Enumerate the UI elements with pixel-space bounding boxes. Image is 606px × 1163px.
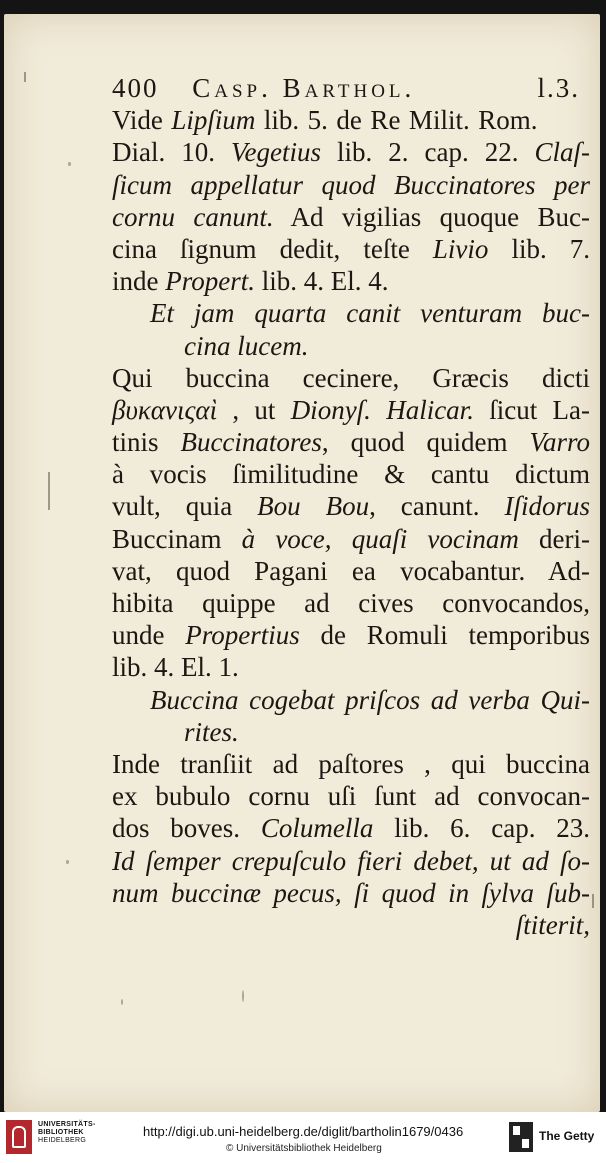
italic-run: Et jam quarta canit venturam buc- xyxy=(150,298,590,329)
university-library-logo-icon xyxy=(6,1120,32,1154)
page-mark xyxy=(48,472,50,510)
italic-run: Buccinatores xyxy=(180,427,322,458)
italic-run: rites. xyxy=(184,716,239,747)
roman-run: lib. 4. El. 1. xyxy=(112,652,239,683)
ink-speck xyxy=(66,860,69,864)
institution-line: UNIVERSITÄTS- xyxy=(38,1121,96,1128)
book-section: l.3. xyxy=(537,73,580,103)
text-line xyxy=(112,394,590,426)
roman-run: lib. 2. cap. 22. xyxy=(320,137,535,168)
roman-run: à vocis ſimilitudine & cantu dictum xyxy=(112,459,590,490)
roman-run: ex bubulo cornu uſi ſunt ad convocan- xyxy=(112,781,590,812)
italic-run: Dionyſ. Halicar. xyxy=(290,394,474,425)
roman-run: Buccinam xyxy=(112,523,242,554)
italic-run: Columella xyxy=(260,813,374,844)
italic-run: ſicum appellatur quod Buccinatores per xyxy=(112,169,590,200)
italic-run: Iſidorus xyxy=(504,491,590,522)
institution-line: HEIDELBERG xyxy=(38,1137,87,1144)
roman-run: Dial. 10. xyxy=(112,137,231,168)
institution-line: BIBLIOTHEK xyxy=(38,1129,84,1136)
text-line xyxy=(112,651,590,683)
italic-run: Bou Bou xyxy=(257,491,370,522)
text-line xyxy=(112,265,590,297)
copyright-notice: © Universitätsbibliothek Heidelberg xyxy=(226,1143,382,1154)
getty-logo-icon xyxy=(509,1122,533,1152)
text-line xyxy=(112,523,590,555)
roman-run: tinis xyxy=(112,427,181,458)
viewer-footer xyxy=(0,1112,606,1163)
italic-run: num buccinæ pecus, ſi quod in ſylva ſub- xyxy=(112,877,590,908)
text-line xyxy=(112,169,590,201)
roman-run: , canunt. xyxy=(369,491,505,522)
roman-run: ſicut La- xyxy=(473,394,590,425)
roman-run: , quod quidem xyxy=(321,427,530,458)
roman-run: vult, quia xyxy=(112,491,258,522)
page-text-block xyxy=(112,72,590,941)
text-line xyxy=(112,587,590,619)
italic-run: βυκανιςαὶ xyxy=(112,394,218,425)
italic-run: Livio xyxy=(432,233,489,264)
text-line xyxy=(112,330,590,362)
italic-run: à voce, quaſi vocinam xyxy=(241,523,519,554)
text-line xyxy=(112,233,590,265)
text-line xyxy=(112,201,590,233)
text-line xyxy=(112,458,590,490)
roman-run: inde xyxy=(112,266,166,297)
italic-run: Propertius xyxy=(185,620,300,651)
italic-run: cornu canunt. xyxy=(112,201,274,232)
roman-run: deri- xyxy=(518,523,590,554)
text-line xyxy=(112,812,590,844)
italic-run: cina lucem. xyxy=(184,330,309,361)
text-line xyxy=(112,555,590,587)
ink-speck xyxy=(242,990,244,1002)
running-header xyxy=(112,72,590,104)
page-mark xyxy=(592,894,594,908)
text-line xyxy=(112,362,590,394)
roman-run: cina ſignum dedit, teſte xyxy=(112,233,433,264)
roman-run: , ut xyxy=(217,394,291,425)
text-line xyxy=(112,684,590,716)
italic-run: ſtiterit, xyxy=(515,909,590,940)
italic-run: Claſ- xyxy=(534,137,590,168)
text-line xyxy=(112,619,590,651)
roman-run: lib. 4. El. 4. xyxy=(255,266,389,297)
running-title: Casp. Barthol. xyxy=(192,73,416,103)
page-number: 400 xyxy=(112,73,159,103)
roman-run: hibita quippe ad cives convocandos, xyxy=(112,588,590,618)
roman-run: lib. 7. xyxy=(488,233,590,264)
page-mark xyxy=(24,72,26,82)
text-line xyxy=(112,490,590,522)
text-line xyxy=(112,748,590,780)
roman-run: de Romuli temporibus xyxy=(299,620,591,651)
getty-name: The Getty xyxy=(539,1129,595,1143)
italic-run: Vegetius xyxy=(231,137,321,168)
permalink-url[interactable]: http://digi.ub.uni-heidelberg.de/diglit/bartholin1679/0436 xyxy=(143,1124,464,1139)
text-line xyxy=(112,780,590,812)
text-line xyxy=(112,297,590,329)
italic-run: Varro xyxy=(529,427,590,458)
text-line xyxy=(112,909,590,941)
ink-speck xyxy=(68,162,71,166)
text-line xyxy=(112,136,590,168)
roman-run: dos boves. xyxy=(112,813,261,844)
roman-run: lib. 5. de Re Milit. Rom. xyxy=(255,105,538,136)
italic-run: Buccina cogebat priſcos ad verba Qui- xyxy=(150,684,590,715)
ink-speck xyxy=(121,999,123,1005)
text-line xyxy=(112,845,590,877)
body-text xyxy=(112,104,590,941)
text-line xyxy=(112,426,590,458)
italic-run: Propert. xyxy=(165,266,255,297)
text-line xyxy=(112,877,590,909)
roman-run: Ad vigilias quoque Buc- xyxy=(273,201,590,232)
roman-run: vat, quod Pagani ea vocabantur. Ad- xyxy=(112,555,590,586)
roman-run: Vide xyxy=(112,105,172,136)
italic-run: Lipſium xyxy=(171,105,256,136)
roman-run: unde xyxy=(112,620,186,651)
text-line xyxy=(112,716,590,748)
text-line xyxy=(112,104,590,136)
roman-run: Qui buccina cecinere, Græcis dicti xyxy=(112,362,590,393)
roman-run: Inde tranſiit ad paſtores , qui buccina xyxy=(112,748,590,779)
institution-name xyxy=(38,1121,128,1145)
roman-run: lib. 6. cap. 23. xyxy=(373,813,590,844)
italic-run: Id ſemper crepuſculo fieri debet, ut ad ſo- xyxy=(112,845,590,876)
